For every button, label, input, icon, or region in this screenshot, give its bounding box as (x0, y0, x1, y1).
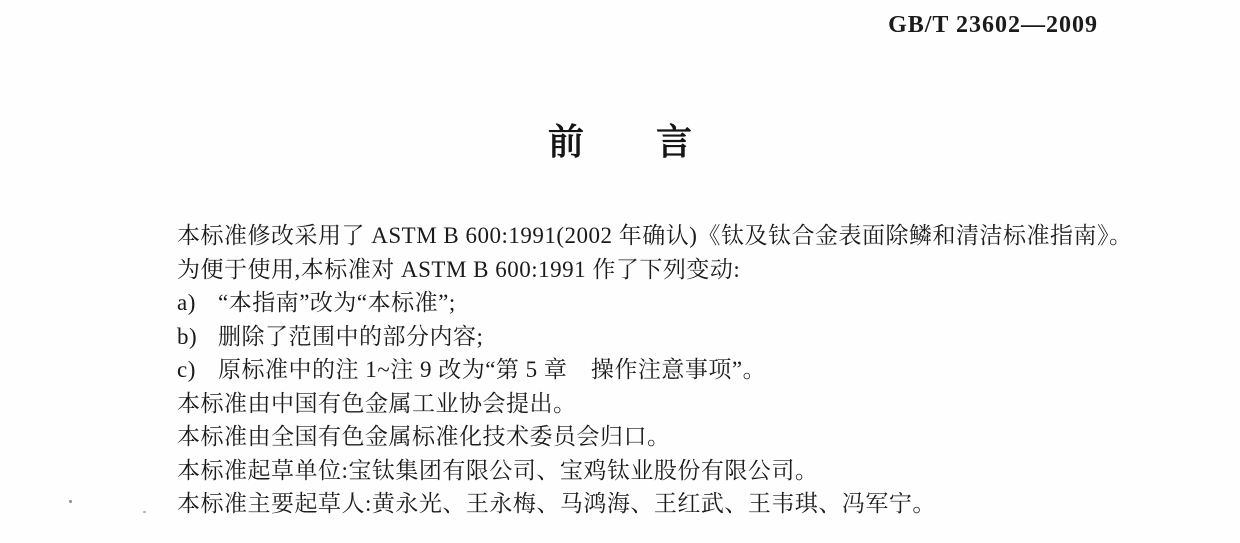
standard-number: GB/T 23602—2009 (888, 12, 1098, 38)
paragraph-centralized-by: 本标准由全国有色金属标准化技术委员会归口。 (177, 424, 671, 449)
paragraph-proposed-by: 本标准由中国有色金属工业协会提出。 (177, 390, 577, 416)
paragraph-main-drafters: 本标准主要起草人:黄永光、王永梅、马鸿海、王红武、王韦琪、冯军宁。 (177, 491, 936, 516)
scan-speck (69, 500, 72, 503)
list-item-label: c) (177, 357, 196, 382)
paragraph-adoption: 本标准修改采用了 ASTM B 600:1991(2002 年确认)《钛及钛合金表面除鳞和清洁标准指南》。 (177, 223, 1133, 248)
body-text (177, 219, 1137, 521)
list-item-text: 删除了范围中的部分内容; (218, 323, 484, 349)
list-item-label: b) (177, 323, 198, 349)
list-item-c (177, 353, 1137, 387)
list-item-text: “本指南”改为“本标准”; (218, 290, 456, 315)
page-title: 前 言 (547, 121, 692, 162)
scan-speck (143, 511, 146, 513)
list-item-label: a) (177, 290, 196, 315)
paragraph-changes-intro: 为便于使用,本标准对 ASTM B 600:1991 作了下列变动: (177, 256, 741, 282)
paragraph-drafting-organizations: 本标准起草单位:宝钛集团有限公司、宝鸡钛业股份有限公司。 (177, 457, 819, 483)
list-item-b (177, 320, 1137, 354)
list-item-a (177, 286, 1137, 320)
list-item-text: 原标准中的注 1~注 9 改为“第 5 章 操作注意事项”。 (218, 357, 767, 382)
